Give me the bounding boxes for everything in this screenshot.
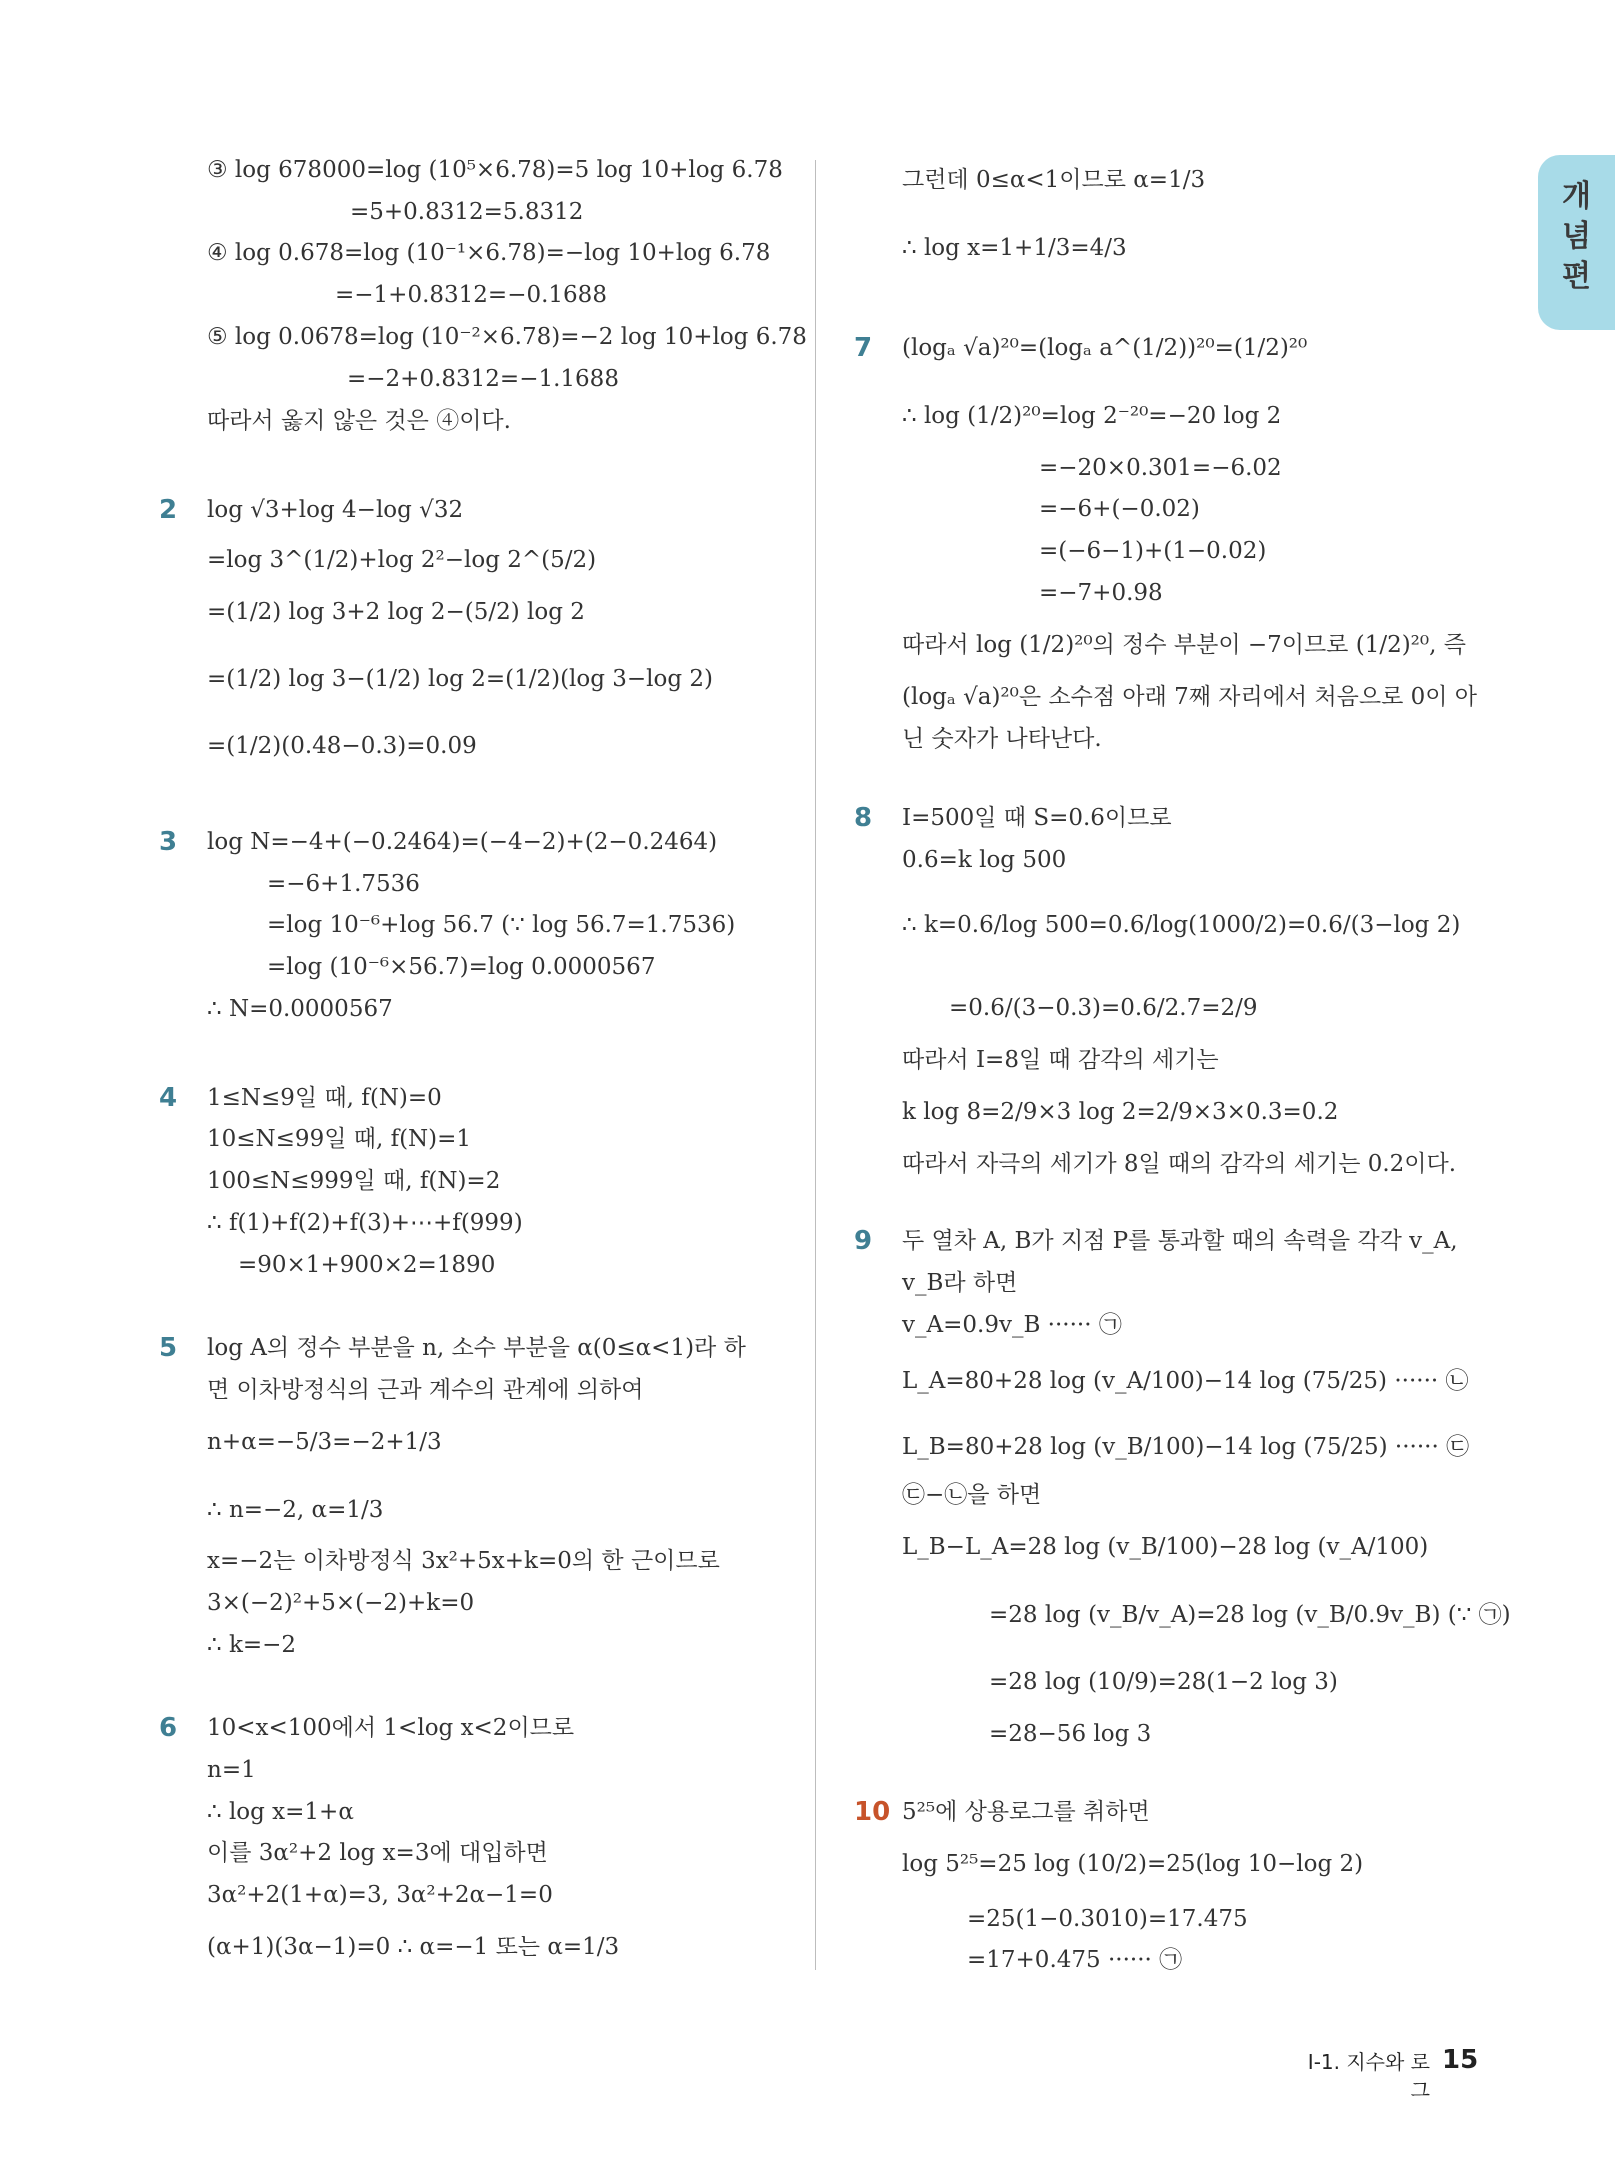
solution-line: n=1: [207, 1757, 256, 1783]
solution-line: 그런데 0≤α<1이므로 α=1/3: [902, 167, 1206, 193]
solution-line: ∴ n=−2, α=1/3: [207, 1497, 384, 1523]
solution-line: =−1+0.8312=−0.1688: [335, 282, 607, 308]
solution-line: 닌 숫자가 나타난다.: [902, 726, 1102, 752]
solution-line: I=500일 때 S=0.6이므로: [902, 805, 1172, 831]
solution-line: =log (10⁻⁶×56.7)=log 0.0000567: [267, 954, 656, 980]
solution-line: ③ log 678000=log (10⁵×6.78)=5 log 10+log 6.78: [207, 157, 783, 183]
solution-line: =log 3^(1/2)+log 2²−log 2^(5/2): [207, 547, 597, 573]
problem-number-10: 10: [854, 1797, 891, 1827]
solution-line: (α+1)(3α−1)=0 ∴ α=−1 또는 α=1/3: [207, 1934, 620, 1960]
solution-line: (logₐ √a)²⁰=(logₐ a^(1/2))²⁰=(1/2)²⁰: [902, 335, 1308, 361]
solution-line: ∴ N=0.0000567: [207, 996, 393, 1022]
problem-number-5: 5: [159, 1333, 178, 1363]
solution-line: =28 log (v_B/v_A)=28 log (v_B/0.9v_B) (∵ ㉠): [989, 1602, 1511, 1628]
problem-number-6: 6: [159, 1713, 178, 1743]
solution-line: v_B라 하면: [902, 1270, 1018, 1296]
problem-number-8: 8: [854, 803, 873, 833]
solution-line: 따라서 I=8일 때 감각의 세기는: [902, 1047, 1219, 1073]
solution-line: =0.6/(3−0.3)=0.6/2.7=2/9: [949, 995, 1258, 1021]
solution-line: log A의 정수 부분을 n, 소수 부분을 α(0≤α<1)라 하: [207, 1335, 746, 1361]
solution-line: ㉢−㉡을 하면: [902, 1482, 1042, 1508]
solution-line: 10<x<100에서 1<log x<2이므로: [207, 1715, 575, 1741]
solution-line: =90×1+900×2=1890: [238, 1252, 496, 1278]
solution-line: =5+0.8312=5.8312: [350, 199, 584, 225]
solution-line: 3×(−2)²+5×(−2)+k=0: [207, 1590, 475, 1616]
solution-line: =−7+0.98: [1039, 580, 1163, 606]
solution-line: 이를 3α²+2 log x=3에 대입하면: [207, 1840, 548, 1866]
solution-line: log 5²⁵=25 log (10/2)=25(log 10−log 2): [902, 1851, 1364, 1877]
solution-line: =log 10⁻⁶+log 56.7 (∵ log 56.7=1.7536): [267, 912, 736, 938]
solution-line: ∴ log x=1+α: [207, 1799, 354, 1825]
solution-line: L_B−L_A=28 log (v_B/100)−28 log (v_A/100): [902, 1534, 1429, 1560]
problem-number-9: 9: [854, 1226, 873, 1256]
solution-line: ∴ log x=1+1/3=4/3: [902, 235, 1127, 261]
section-side-tab: [1538, 155, 1615, 330]
solution-line: v_A=0.9v_B ······ ㉠: [902, 1312, 1122, 1338]
solution-line: 0.6=k log 500: [902, 847, 1067, 873]
solution-line: =(1/2)(0.48−0.3)=0.09: [207, 733, 477, 759]
solution-line: x=−2는 이차방정식 3x²+5x+k=0의 한 근이므로: [207, 1548, 720, 1574]
solution-line: n+α=−5/3=−2+1/3: [207, 1429, 442, 1455]
solution-line: =−2+0.8312=−1.1688: [347, 366, 619, 392]
problem-number-3: 3: [159, 827, 178, 857]
solution-line: 10≤N≤99일 때, f(N)=1: [207, 1126, 472, 1152]
solution-line: ∴ log (1/2)²⁰=log 2⁻²⁰=−20 log 2: [902, 403, 1282, 429]
solution-line: (logₐ √a)²⁰은 소수점 아래 7째 자리에서 처음으로 0이 아: [902, 684, 1478, 710]
solution-line: 100≤N≤999일 때, f(N)=2: [207, 1168, 501, 1194]
solution-line: ④ log 0.678=log (10⁻¹×6.78)=−log 10+log 6.78: [207, 240, 771, 266]
problem-number-7: 7: [854, 333, 873, 363]
solution-line: ⑤ log 0.0678=log (10⁻²×6.78)=−2 log 10+log 6.78: [207, 324, 807, 350]
solution-line: log √3+log 4−log √32: [207, 497, 464, 523]
solution-line: =(1/2) log 3−(1/2) log 2=(1/2)(log 3−log 2): [207, 666, 714, 692]
solution-line: =25(1−0.3010)=17.475: [967, 1906, 1248, 1932]
footer-section-title: Ⅰ-1. 지수와 로그: [1307, 2050, 1430, 2102]
solution-line: L_B=80+28 log (v_B/100)−14 log (75/25) ······ ㉢: [902, 1434, 1470, 1460]
solution-line: L_A=80+28 log (v_A/100)−14 log (75/25) ······ ㉡: [902, 1368, 1469, 1394]
solution-line: 따라서 log (1/2)²⁰의 정수 부분이 −7이므로 (1/2)²⁰, 즉: [902, 632, 1466, 658]
solution-line: 따라서 자극의 세기가 8일 때의 감각의 세기는 0.2이다.: [902, 1151, 1457, 1177]
solution-line: =−6+(−0.02): [1039, 496, 1200, 522]
solution-line: =−20×0.301=−6.02: [1039, 455, 1282, 481]
side-tab-label: 개 념 편: [1562, 179, 1591, 294]
solution-line: 두 열차 A, B가 지점 P를 통과할 때의 속력을 각각 v_A,: [902, 1228, 1458, 1254]
solution-line: =28−56 log 3: [989, 1721, 1152, 1747]
solution-line: ∴ f(1)+f(2)+f(3)+⋯+f(999): [207, 1210, 523, 1236]
solution-line: 면 이차방정식의 근과 계수의 관계에 의하여: [207, 1377, 644, 1403]
solution-line: ∴ k=0.6/log 500=0.6/log(1000/2)=0.6/(3−log 2): [902, 912, 1461, 938]
solution-line: =−6+1.7536: [267, 871, 420, 897]
solution-line: =(1/2) log 3+2 log 2−(5/2) log 2: [207, 599, 585, 625]
solution-line: 3α²+2(1+α)=3, 3α²+2α−1=0: [207, 1882, 553, 1908]
solution-line: log N=−4+(−0.2464)=(−4−2)+(2−0.2464): [207, 829, 718, 855]
problem-number-2: 2: [159, 495, 178, 525]
footer-page-number: 15: [1442, 2045, 1479, 2075]
solution-line: =17+0.475 ······ ㉠: [967, 1947, 1183, 1973]
solution-line: ∴ k=−2: [207, 1632, 297, 1658]
solution-line: 1≤N≤9일 때, f(N)=0: [207, 1085, 442, 1111]
solution-line: =28 log (10/9)=28(1−2 log 3): [989, 1669, 1338, 1695]
column-divider: [815, 160, 816, 1970]
solution-line: 5²⁵에 상용로그를 취하면: [902, 1799, 1150, 1825]
solution-line: =(−6−1)+(1−0.02): [1039, 538, 1267, 564]
problem-number-4: 4: [159, 1083, 178, 1113]
solution-line: 따라서 옳지 않은 것은 ④이다.: [207, 408, 511, 434]
solution-line: k log 8=2/9×3 log 2=2/9×3×0.3=0.2: [902, 1099, 1339, 1125]
